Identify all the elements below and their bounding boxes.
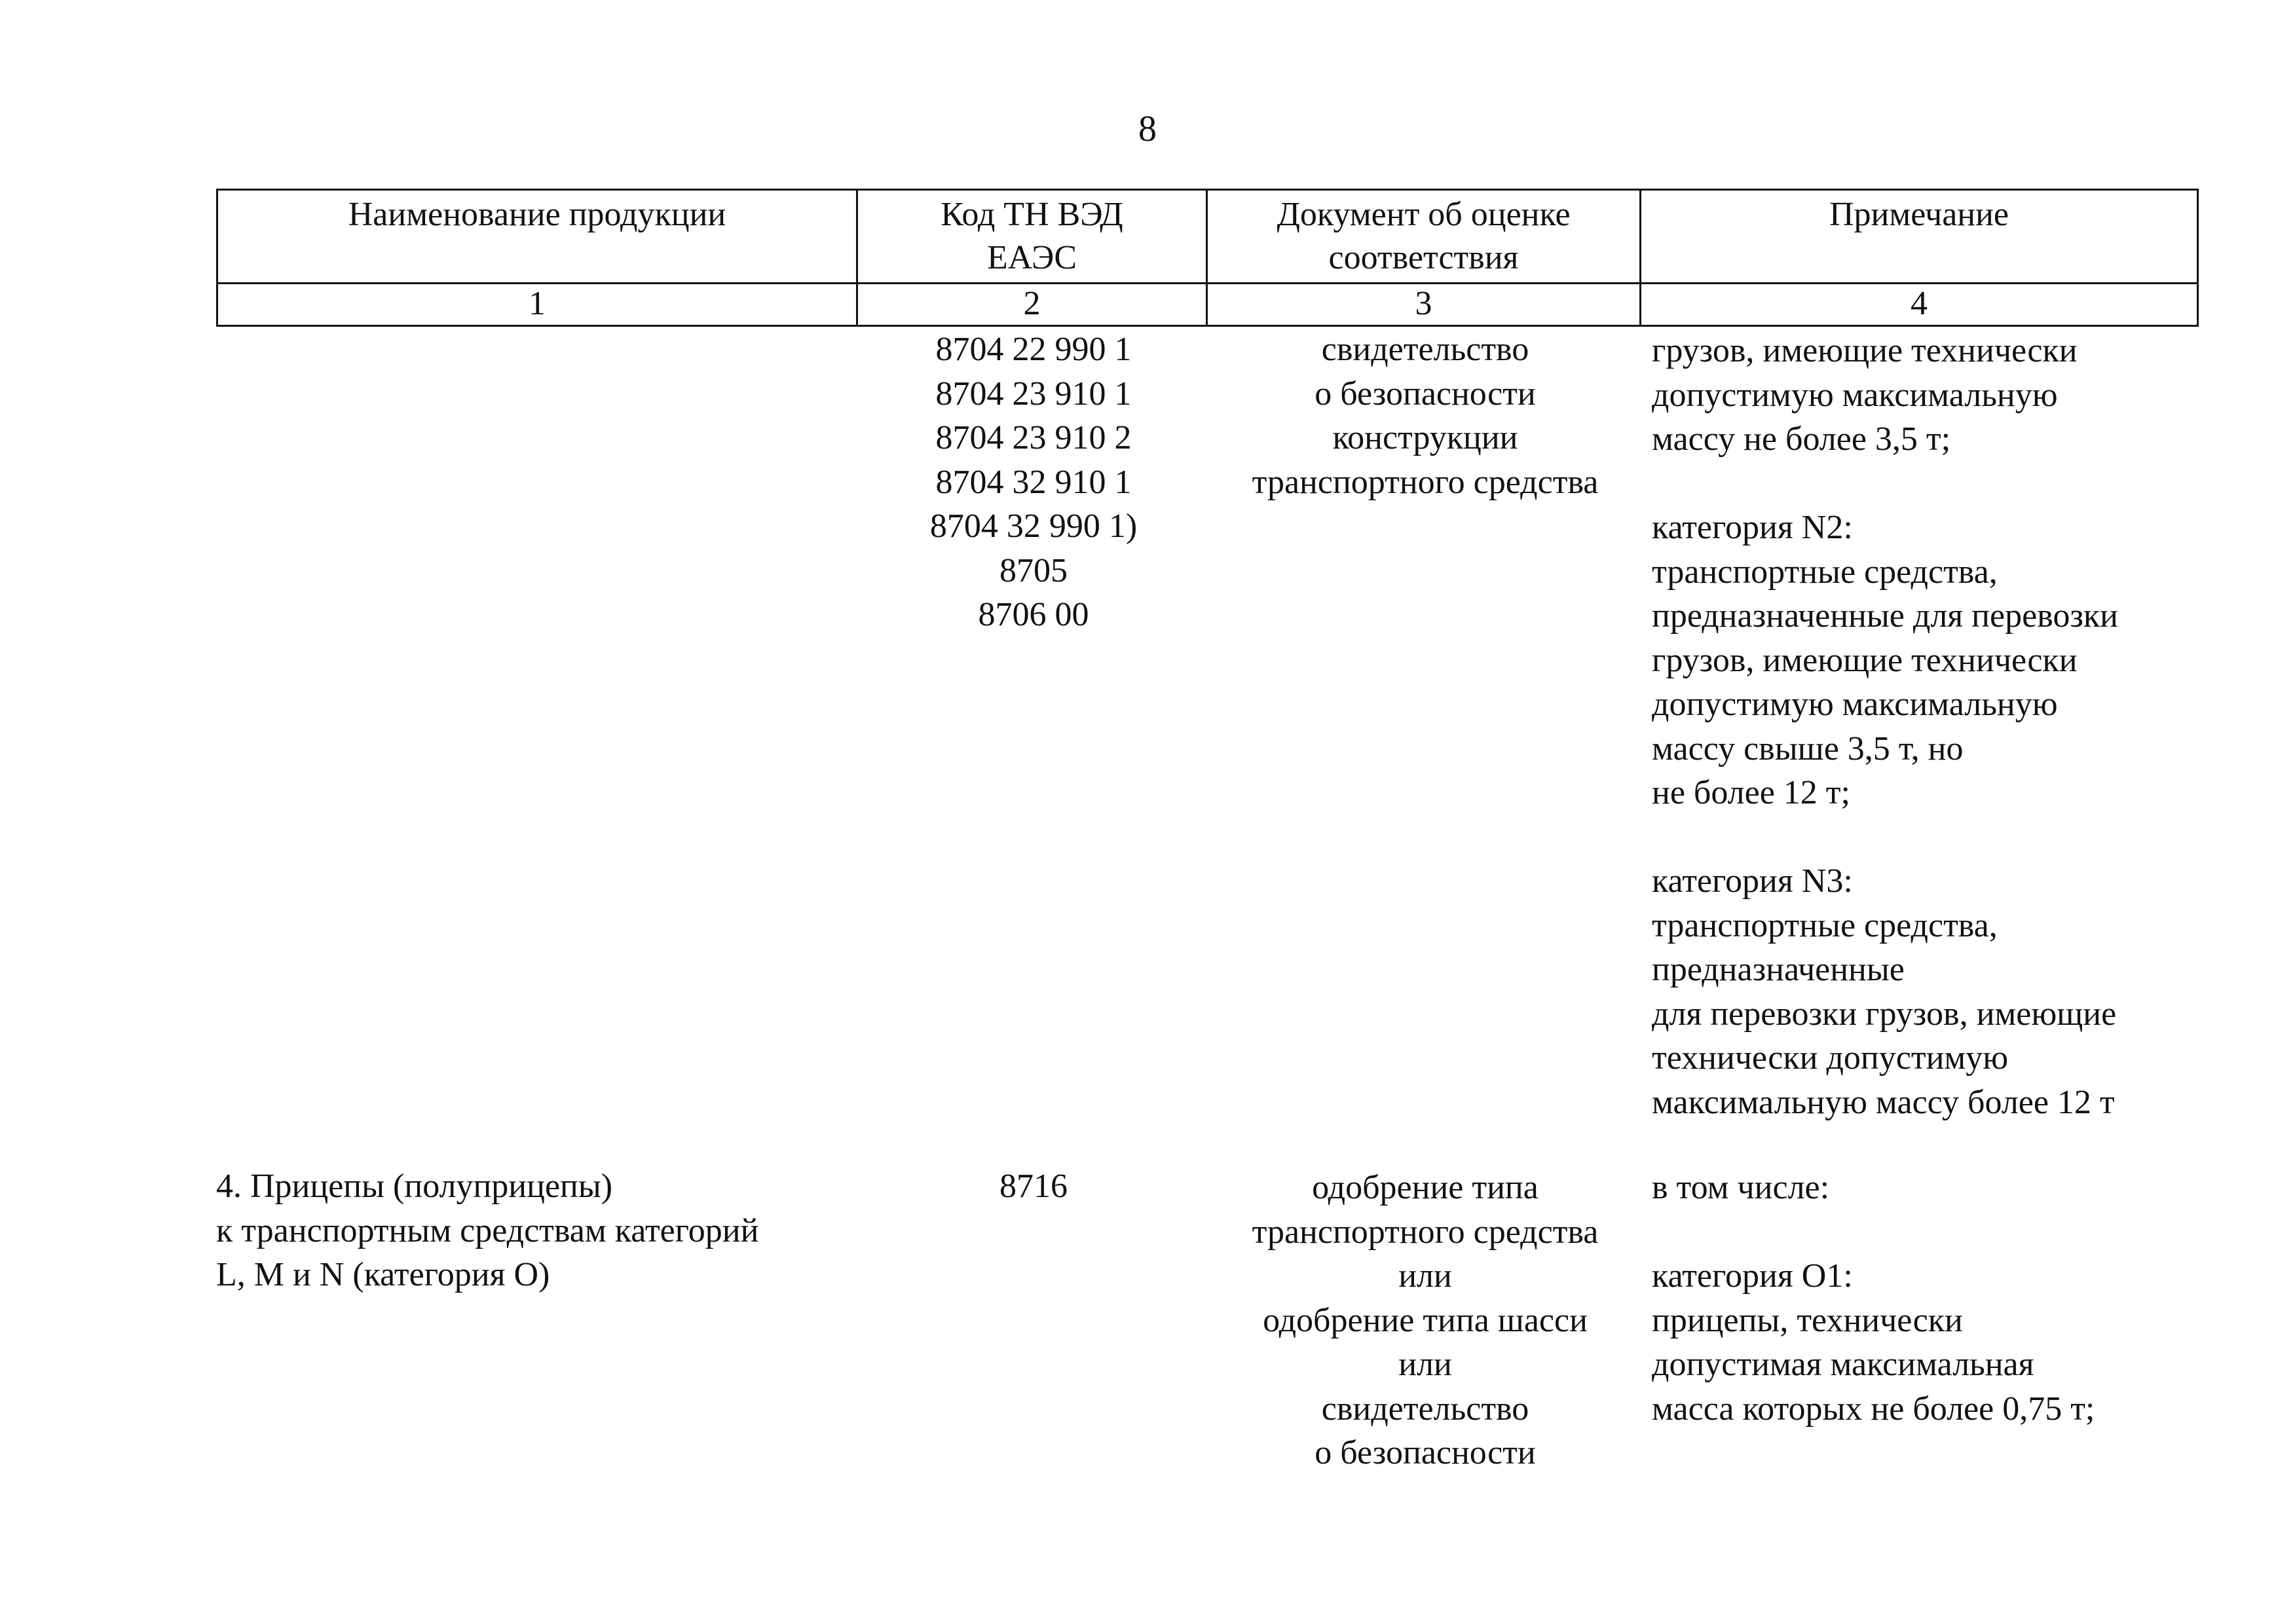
row-continuation-document: свидетельство о безопасности конструкции транспортного средства	[1252, 331, 1599, 501]
header-number-2: 2	[857, 284, 1207, 326]
row-trailers-name: 4. Прицепы (полуприцепы) к транспортным средствам категорий L, M и N (категория O)	[216, 1168, 759, 1293]
table-header	[216, 189, 2199, 327]
header-titles-row	[217, 190, 2198, 284]
row-continuation-note: грузов, имеющие технически допустимую максимальную массу не более 3,5 т; категория N2: транспортные средства, предназначенные для перевозки грузов, имеющие технически допустимую максимальную массу свыше 3,5 т, но не более 12 т; категория N3: транспортные средства, предназначенные для перевозки грузов, имеющие технически допустимую максимальную массу более 12 т	[1652, 332, 2119, 1121]
row-trailers-document: одобрение типа транспортного средства или одобрение типа шасси или свидетельство о безопасности	[1252, 1169, 1599, 1471]
page-number: 8	[1138, 109, 1157, 149]
row-trailers-code: 8716	[999, 1168, 1068, 1205]
row-continuation-codes: 8704 22 990 1 8704 23 910 1 8704 23 910 2 8704 32 910 1 8704 32 990 1) 8705 8706 00	[929, 331, 1138, 633]
header-conformity-document: Документ об оценке соответствия	[1207, 190, 1641, 284]
header-note: Примечание	[1641, 190, 2198, 284]
header-number-4: 4	[1641, 284, 2198, 326]
row-trailers-note: в том числе: категория O1: прицепы, технически допустимая максимальная масса которых не более 0,75 т;	[1652, 1169, 2095, 1428]
header-tn-ved-code: Код ТН ВЭД ЕАЭС	[857, 190, 1207, 284]
header-numbers-row	[217, 284, 2198, 326]
header-number-3: 3	[1207, 284, 1641, 326]
header-product-name: Наименование продукции	[217, 190, 857, 284]
header-number-1: 1	[217, 284, 857, 326]
